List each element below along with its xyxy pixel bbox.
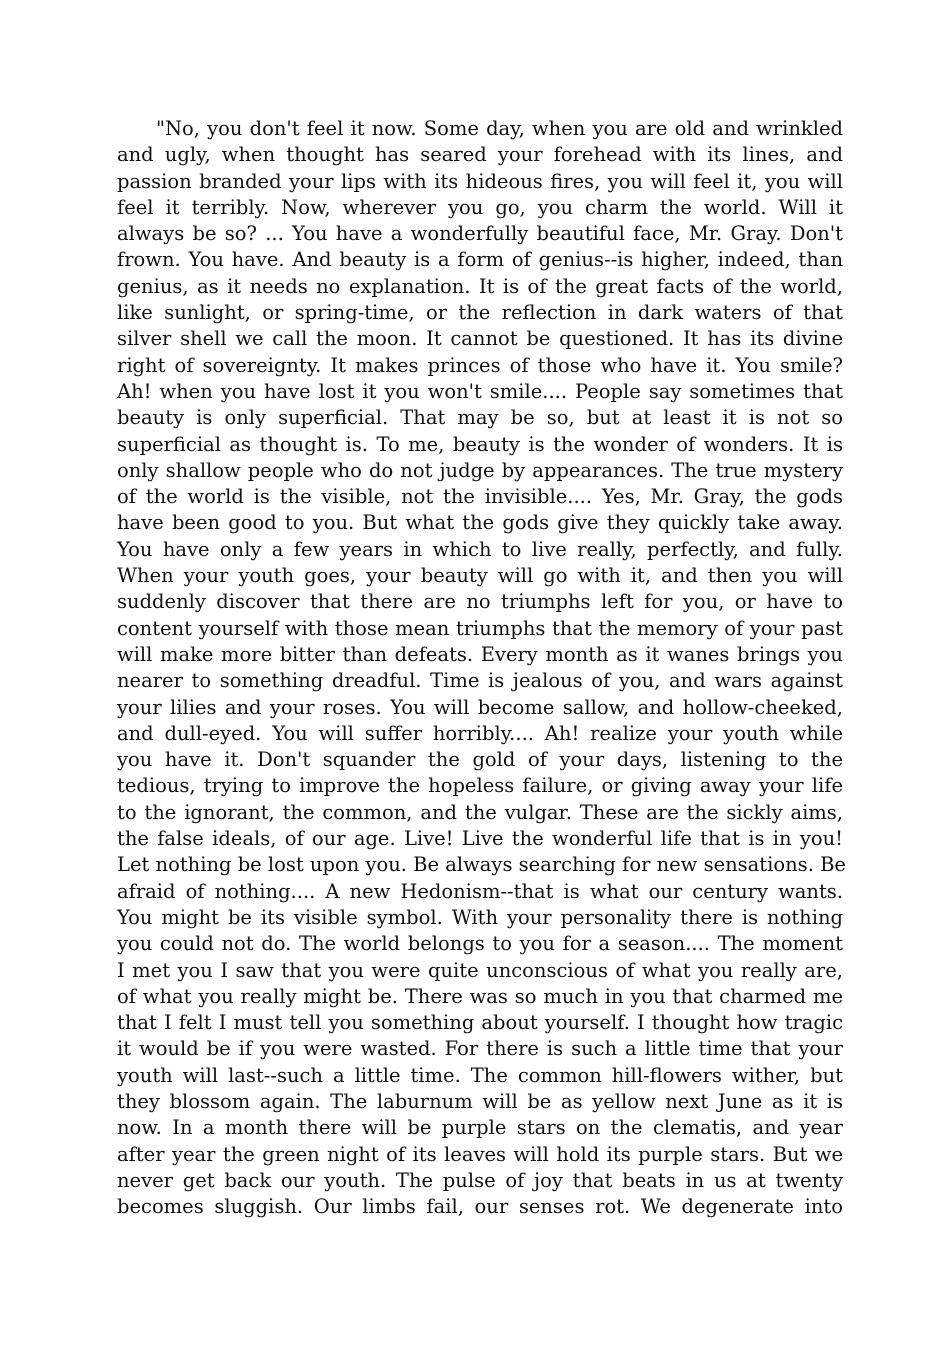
text-line: I met you I saw that you were quite unconscious of what you really are, [117,958,843,982]
text-line: superficial as thought is. To me, beauty is the wonder of wonders. It is [117,432,843,456]
text-line: You might be its visible symbol. With your personality there is nothing [117,905,843,929]
text-line: to the ignorant, the common, and the vulgar. These are the sickly aims, [117,800,843,824]
text-line: like sunlight, or spring-time, or the reflection in dark waters of that [117,301,843,325]
text-line: you have it. Don't squander the gold of your days, listening to the [117,748,843,772]
text-line: youth will last--such a little time. The common hill-flowers wither, but [117,1063,843,1087]
text-line: content yourself with those mean triumphs that the memory of your past [117,616,843,640]
text-line: have been good to you. But what the gods give they quickly take away. [117,511,843,535]
text-line: of what you really might be. There was so much in you that charmed me [117,984,843,1008]
text-line: and ugly, when thought has seared your forehead with its lines, and [117,143,843,167]
text-line: they blossom again. The laburnum will be as yellow next June as it is [117,1089,843,1113]
text-line: Let nothing be lost upon you. Be always searching for new sensations. Be [117,853,846,877]
text-line: silver shell we call the moon. It cannot be questioned. It has its divine [117,327,843,351]
text-line: suddenly discover that there are no triumphs left for you, or have to [117,590,843,614]
text-line: that I felt I must tell you something about yourself. I thought how tragic [117,1011,843,1035]
body-paragraph [117,116,846,1220]
text-line: and dull-eyed. You will suffer horribly.... Ah! realize your youth while [117,721,843,745]
text-line: you could not do. The world belongs to you for a season.... The moment [117,932,843,956]
text-line: becomes sluggish. Our limbs fail, our senses rot. We degenerate into [117,1195,843,1219]
text-line: right of sovereignty. It makes princes of those who have it. You smile? [117,353,843,377]
text-line: now. In a month there will be purple stars on the clematis, and year [117,1116,843,1140]
text-line: genius, as it needs no explanation. It is of the great facts of the world, [117,274,843,298]
text-line: your lilies and your roses. You will become sallow, and hollow-cheeked, [117,695,843,719]
text-line: "No, you don't feel it now. Some day, when you are old and wrinkled [156,117,843,140]
text-line: always be so? ... You have a wonderfully beautiful face, Mr. Gray. Don't [117,222,843,246]
text-line: Ah! when you have lost it you won't smile.... People say sometimes that [117,379,843,403]
text-line: after year the green night of its leaves will hold its purple stars. But we [117,1142,843,1166]
text-line: will make more bitter than defeats. Every month as it wanes brings you [117,642,843,666]
text-line: afraid of nothing.... A new Hedonism--that is what our century wants. [117,879,843,903]
text-line: the false ideals, of our age. Live! Live the wonderful life that is in you! [117,827,843,851]
text-line: You have only a few years in which to live really, perfectly, and fully. [117,537,843,561]
text-line: passion branded your lips with its hideous fires, you will feel it, you will [117,169,843,193]
text-line: only shallow people who do not judge by appearances. The true mystery [117,458,843,482]
text-line: tedious, trying to improve the hopeless failure, or giving away your life [117,774,843,798]
text-line: beauty is only superficial. That may be so, but at least it is not so [117,406,843,430]
text-line: frown. You have. And beauty is a form of genius--is higher, indeed, than [117,248,843,272]
text-line: never get back our youth. The pulse of joy that beats in us at twenty [117,1168,843,1192]
text-line: nearer to something dreadful. Time is jealous of you, and wars against [117,669,843,693]
text-line: it would be if you were wasted. For there is such a little time that your [117,1037,843,1061]
text-line: When your youth goes, your beauty will go with it, and then you will [117,564,843,588]
text-line: of the world is the visible, not the invisible.... Yes, Mr. Gray, the gods [117,485,843,509]
text-line: feel it terribly. Now, wherever you go, you charm the world. Will it [117,195,843,219]
